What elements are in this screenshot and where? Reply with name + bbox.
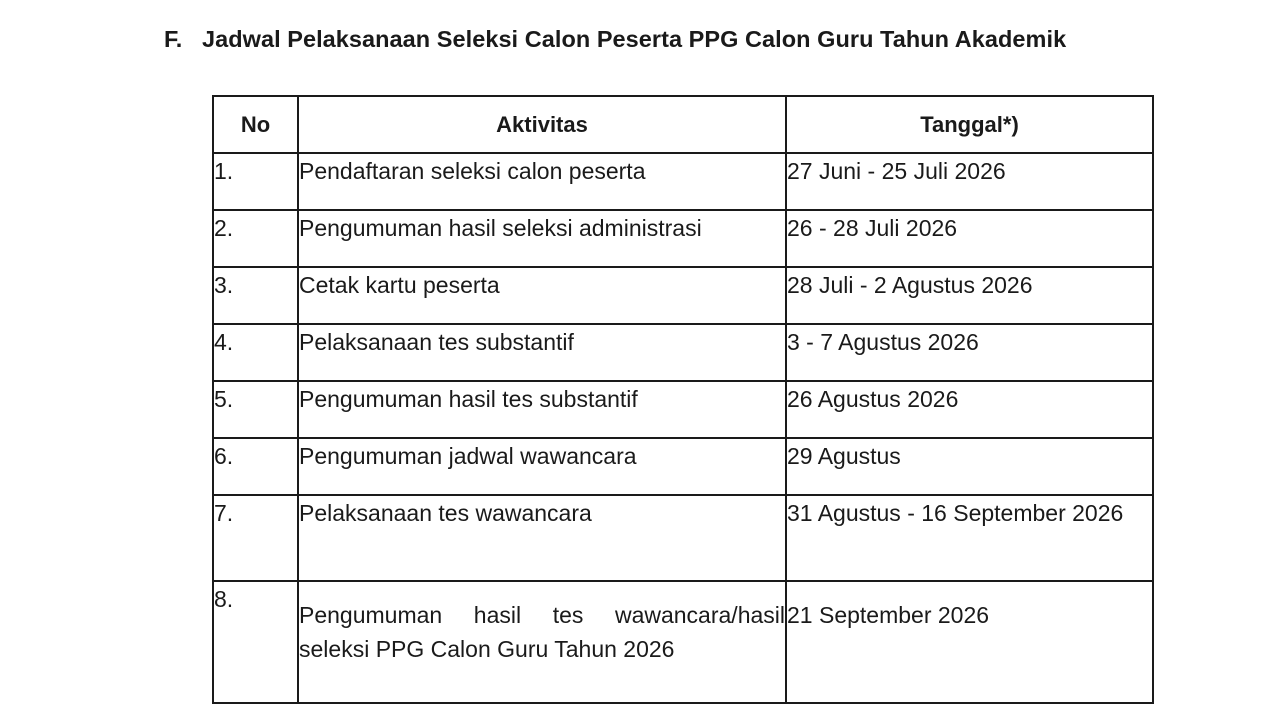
row-activity: Pengumuman jadwal wawancara [298, 438, 786, 495]
row-date: 26 - 28 Juli 2026 [786, 210, 1153, 267]
table-row [213, 153, 1153, 210]
row-activity: Pelaksanaan tes substantif [298, 324, 786, 381]
table-row [213, 210, 1153, 267]
row-date: 21 September 2026 [786, 581, 1153, 703]
row-activity: Pelaksanaan tes wawancara [298, 495, 786, 581]
row-number: 6. [213, 438, 298, 495]
row-date: 28 Juli - 2 Agustus 2026 [786, 267, 1153, 324]
row-activity: Pendaftaran seleksi calon peserta [298, 153, 786, 210]
row-activity: Pengumuman hasil tes substantif [298, 381, 786, 438]
section-title: Jadwal Pelaksanaan Seleksi Calon Peserta PPG Calon Guru Tahun Akademik [202, 26, 1067, 52]
row-date: 31 Agustus - 16 September 2026 [786, 495, 1153, 581]
section-heading [164, 26, 1066, 53]
header-activity: Aktivitas [298, 96, 786, 153]
header-no: No [213, 96, 298, 153]
table-row [213, 438, 1153, 495]
table-row [213, 495, 1153, 581]
row-activity: Pengumuman hasil seleksi administrasi [298, 210, 786, 267]
row-date: 3 - 7 Agustus 2026 [786, 324, 1153, 381]
table-row [213, 324, 1153, 381]
row-date: 26 Agustus 2026 [786, 381, 1153, 438]
header-date: Tanggal*) [786, 96, 1153, 153]
row-date: 27 Juni - 25 Juli 2026 [786, 153, 1153, 210]
row-date: 29 Agustus [786, 438, 1153, 495]
row-number: 4. [213, 324, 298, 381]
row-number: 2. [213, 210, 298, 267]
row-number: 5. [213, 381, 298, 438]
row-number: 8. [213, 581, 298, 703]
table-row [213, 381, 1153, 438]
row-number: 1. [213, 153, 298, 210]
row-activity: Cetak kartu peserta [298, 267, 786, 324]
row-activity: Pengumuman hasil tes wawancara/hasil seleksi PPG Calon Guru Tahun 2026 [298, 581, 786, 703]
section-letter: F. [164, 26, 183, 52]
schedule-table [212, 95, 1154, 704]
row-number: 7. [213, 495, 298, 581]
table-row [213, 581, 1153, 703]
row-number: 3. [213, 267, 298, 324]
table-header-row [213, 96, 1153, 153]
table-row [213, 267, 1153, 324]
